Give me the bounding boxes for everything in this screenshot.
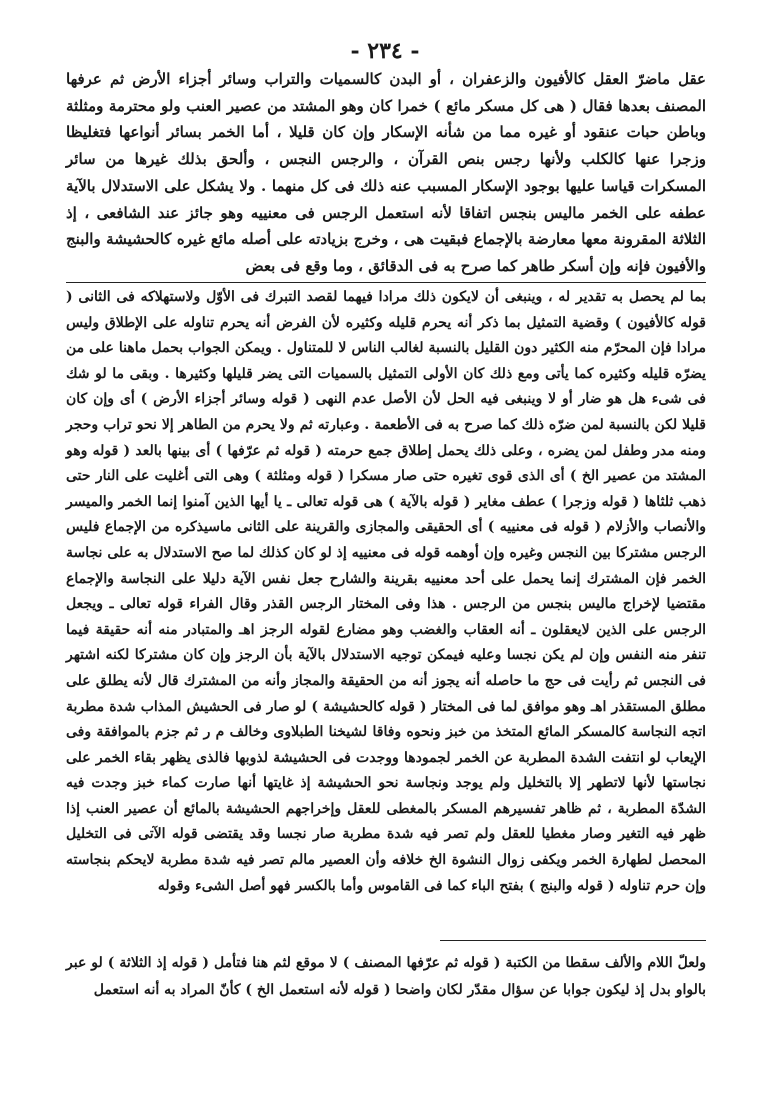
footnote-paragraph: ولعلّ اللام والألف سقطا من الكتبة ( قوله ثم عرّفها المصنف ) لا موقع لثم هنا فتأمل ( قوله إذ الثلاثة ) لو عبر بالواو بدل إذ ليكون جوابا عن سؤال مقدّر لكان واضحا ( قوله لأنه استعمل الخ ) كأنّ المراد به أنه استعمل [66, 955, 706, 998]
commentary-paragraph: بما لم يحصل به تقدير له ، وينبغى أن لايكون ذلك مرادا فيهما لقصد التبرك فى الأوّل ولاستهلاكه فى الثانى ( قوله كالأفيون ) وقضية التمثيل بما ذكر أنه يحرم قليله وكثيره لأن الفرض أنه يحرم تناوله على الإطلاق وليس مرادا فإن المحرّم منه الكثير دون القليل بالنسبة لغالب الناس لا للمتناول . ويمكن الجواب بحمل ماهنا على من يضرّه قليله وكثيره كما يأتى ومع ذلك كان الأولى التمثيل بالسميات التى يضر قليلها وكثيرها . وبقى ما لو شك فى شىء هل هو ضار أو لا وينبغى فيه الحل لأن الأصل عدم النهى ( قوله وسائر أجزاء الأرض ) أى وإن كان قليلا لكن بالنسبة لمن ضرّه ذلك كما صرح به فى الأطعمة . وعبارته ثم ولا يحرم من الطاهر إلا نحو تراب وحجر ومنه مدر وطفل لمن يضره ، وعلى ذلك يحمل إطلاق جمع حرمته ( قوله ثم عرّفها ) أى بينها بالعد ( قوله وهو المشتد من عصير الخ ) أى الذى قوى تغيره حتى صار مسكرا ( قوله ومثلثة ) وهى التى أغليت على النار حتى ذهب ثلثاها ( قوله وزجرا ) عطف مغاير ( قوله بالآية ) هى قوله تعالى ـ يا أيها الذين آمنوا إنما الخمر والميسر والأنصاب والأزلام ( قوله فى معنييه ) أى الحقيقى والمجازى والقرينة على الثانى ماسيذكره من الإجماع فليس الرجس مشتركا بين النجس وغيره وإن أوهمه قوله فى معنييه إذ لو كان كذلك لما صح الاستدلال به على نجاسة الخمر فإن المشترك إنما يحمل على أحد معنييه بقرينة والشارح جعل نفس الآية دليلا على النجاسة والإجماع مقتضيا لإخراج ماليس بنجس من الرجس . هذا وفى المختار الرجس القذر وقال الفراء قوله تعالى ـ ويجعل الرجس على الذين لايعقلون ـ أنه العقاب والغضب وهو مضارع لقوله الرجز اهـ والمتبادر منه أنه حقيقة فيما تنفر منه النفس وإن لم يكن نجسا وعليه فيمكن توجيه الاستدلال بالآية بأن الرجز وإن كان مشتركا لكنه اشتهر فى النجس ثم رأيت فى حج ما حاصله أنه يجوز أنه من الحقيقة والمجاز وأنه من المشترك قال لأنه يطلق على مطلق المستقذر اهـ وهو موافق لما فى المختار ( قوله كالحشيشة ) لو صار فى الحشيش المذاب شدة مطربة اتجه النجاسة كالمسكر المائع المتخذ من خبز ونحوه وفاقا لشيخنا الطبلاوى وخالف م ر ثم جزم بالموافقة وفى الإيعاب لو انتفت الشدة المطربة عن الخمر لجمودها ووجدت فى الحشيشة لذوبها فالذى يظهر بقاء الخمر على نجاستها لأنها لاتطهر إلا بالتخليل ولم يوجد ونجاسة نحو الحشيشة إذ غايتها أنها صارت كماء خبز وجدت فيه الشدّة المطربة ، ثم ظاهر تفسيرهم المسكر بالمغطى للعقل وإخراجهم الحشيشة بالمائع أن عصير العنب إذا ظهر فيه التغير وصار مغطيا للعقل ولم تصر فيه شدة مطربة صار نجسا وقد يقتضى قوله الآتى فى التخليل المحصل لطهارة الخمر ويكفى زوال النشوة الخ خلافه وأن العصير مالم تصر فيه شدة مطربة لايحكم بنجاسته وإن حرم تناوله ( قوله والبنج ) بفتح الباء كما فى القاموس وأما بالكسر فهو أصل الشىء وقوله [66, 289, 707, 894]
main-text [66, 66, 706, 280]
divider-rule [66, 282, 706, 283]
footnote-rule [440, 940, 706, 941]
page-number: - ٢٣٤ - [350, 38, 420, 64]
main-text-paragraph: عقل ماضرّ العقل كالأفيون والزعفران ، أو البدن كالسميات والتراب وسائر أجزاء الأرض ثم عرفها المصنف بعدها فقال ( هى كل مسكر مائع ) خمرا كان وهو المشتد من عصير العنب ولو محترمة ومثلثة وباطن حبات عنقود أو غيره مما من شأنه الإسكار وإن كان قليلا ، أما الخمر بسائر أنواعها فتغليظا وزجرا عنها كالكلب ولأنها رجس بنص القرآن ، والرجس النجس ، وألحق بذلك غيرها من سائر المسكرات قياسا عليها بوجود الإسكار المسبب عنه ذلك فى كل منهما . ولا يشكل على الاستدلال بالآية عطفه على الخمر ماليس بنجس اتفاقا لأنه استعمل الرجس فى معنييه وهو جائز عند الشافعى ، إذ الثلاثة المقرونة معها معارضة بالإجماع فبقيت هى ، وخرج بزيادته على أصله مائع غيره كالحشيشة والبنج والأفيون فإنه وإن أسكر طاهر كما صرح به فى الدقائق ، وما وقع فى بعض [66, 70, 706, 275]
footnote-text [66, 950, 706, 1004]
commentary-text [66, 285, 706, 899]
